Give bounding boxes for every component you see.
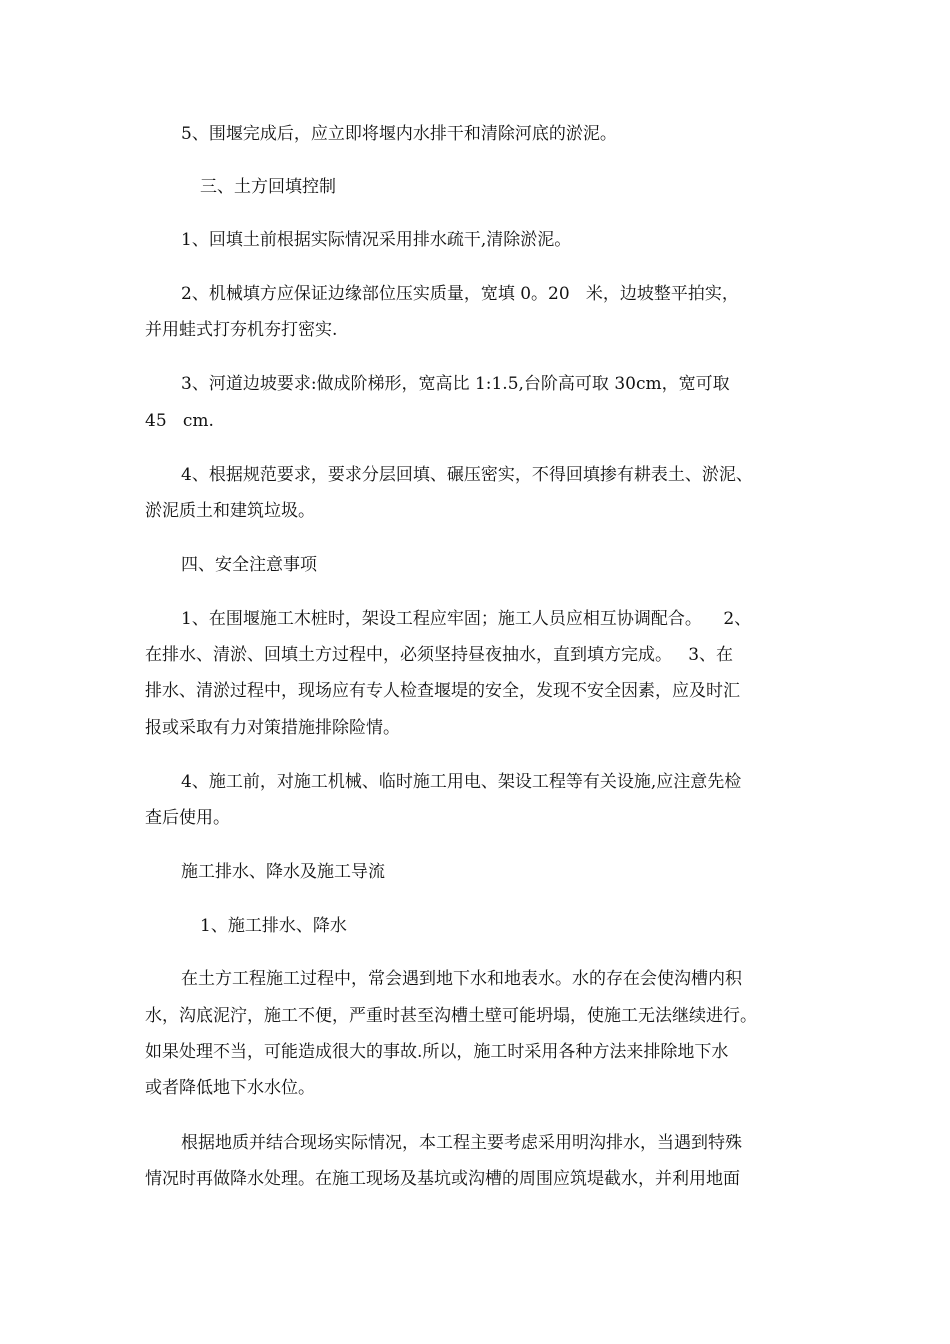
paragraph-line: 根据地质并结合现场实际情况，本工程主要考虑采用明沟排水，当遇到特殊 xyxy=(181,1133,742,1153)
paragraph-line: 水，沟底泥泞，施工不便，严重时甚至沟槽土壁可能坍塌，使施工无法继续进行。 xyxy=(145,1006,757,1026)
paragraph-line: 或者降低地下水水位。 xyxy=(145,1078,315,1098)
paragraph-line: 在排水、清淤、回填土方过程中，必须坚持昼夜抽水，直到填方完成。 3、在 xyxy=(145,645,734,665)
paragraph-line: 情况时再做降水处理。在施工现场及基坑或沟槽的周围应筑堤截水，并利用地面 xyxy=(145,1169,740,1189)
paragraph-line: 4、根据规范要求，要求分层回填、碾压密实，不得回填掺有耕表土、淤泥、 xyxy=(181,465,753,485)
paragraph-line: 5、围堰完成后，应立即将堰内水排干和清除河底的淤泥。 xyxy=(181,124,617,144)
paragraph-line: 淤泥质土和建筑垃圾。 xyxy=(145,501,315,521)
section-heading: 1、施工排水、降水 xyxy=(200,916,347,936)
section-heading: 四、安全注意事项 xyxy=(181,555,317,575)
paragraph-line: 排水、清淤过程中，现场应有专人检查堰堤的安全，发现不安全因素，应及时汇 xyxy=(145,681,740,701)
section-heading: 三、土方回填控制 xyxy=(200,177,336,197)
paragraph-line: 报或采取有力对策措施排除险情。 xyxy=(145,718,400,738)
paragraph-line: 45 cm. xyxy=(145,411,214,431)
paragraph-line: 如果处理不当，可能造成很大的事故.所以，施工时采用各种方法来排除地下水 xyxy=(145,1042,729,1062)
paragraph-line: 1、回填土前根据实际情况采用排水疏干,清除淤泥。 xyxy=(181,230,572,250)
paragraph-line: 2、机械填方应保证边缘部位压实质量，宽填 0。20 米，边坡整平拍实， xyxy=(181,284,739,304)
paragraph-line: 4、施工前，对施工机械、临时施工用电、架设工程等有关设施,应注意先检 xyxy=(181,772,742,792)
paragraph-line: 1、在围堰施工木桩时，架设工程应牢固；施工人员应相互协调配合。 2、 xyxy=(181,609,752,629)
paragraph-line: 并用蛙式打夯机夯打密实. xyxy=(145,320,338,340)
paragraph-line: 3、河道边坡要求:做成阶梯形，宽高比 1:1.5,台阶高可取 30cm，宽可取 xyxy=(181,374,730,394)
paragraph-line: 查后使用。 xyxy=(145,808,230,828)
section-heading: 施工排水、降水及施工导流 xyxy=(181,862,385,882)
paragraph-line: 在土方工程施工过程中，常会遇到地下水和地表水。水的存在会使沟槽内积 xyxy=(181,969,742,989)
